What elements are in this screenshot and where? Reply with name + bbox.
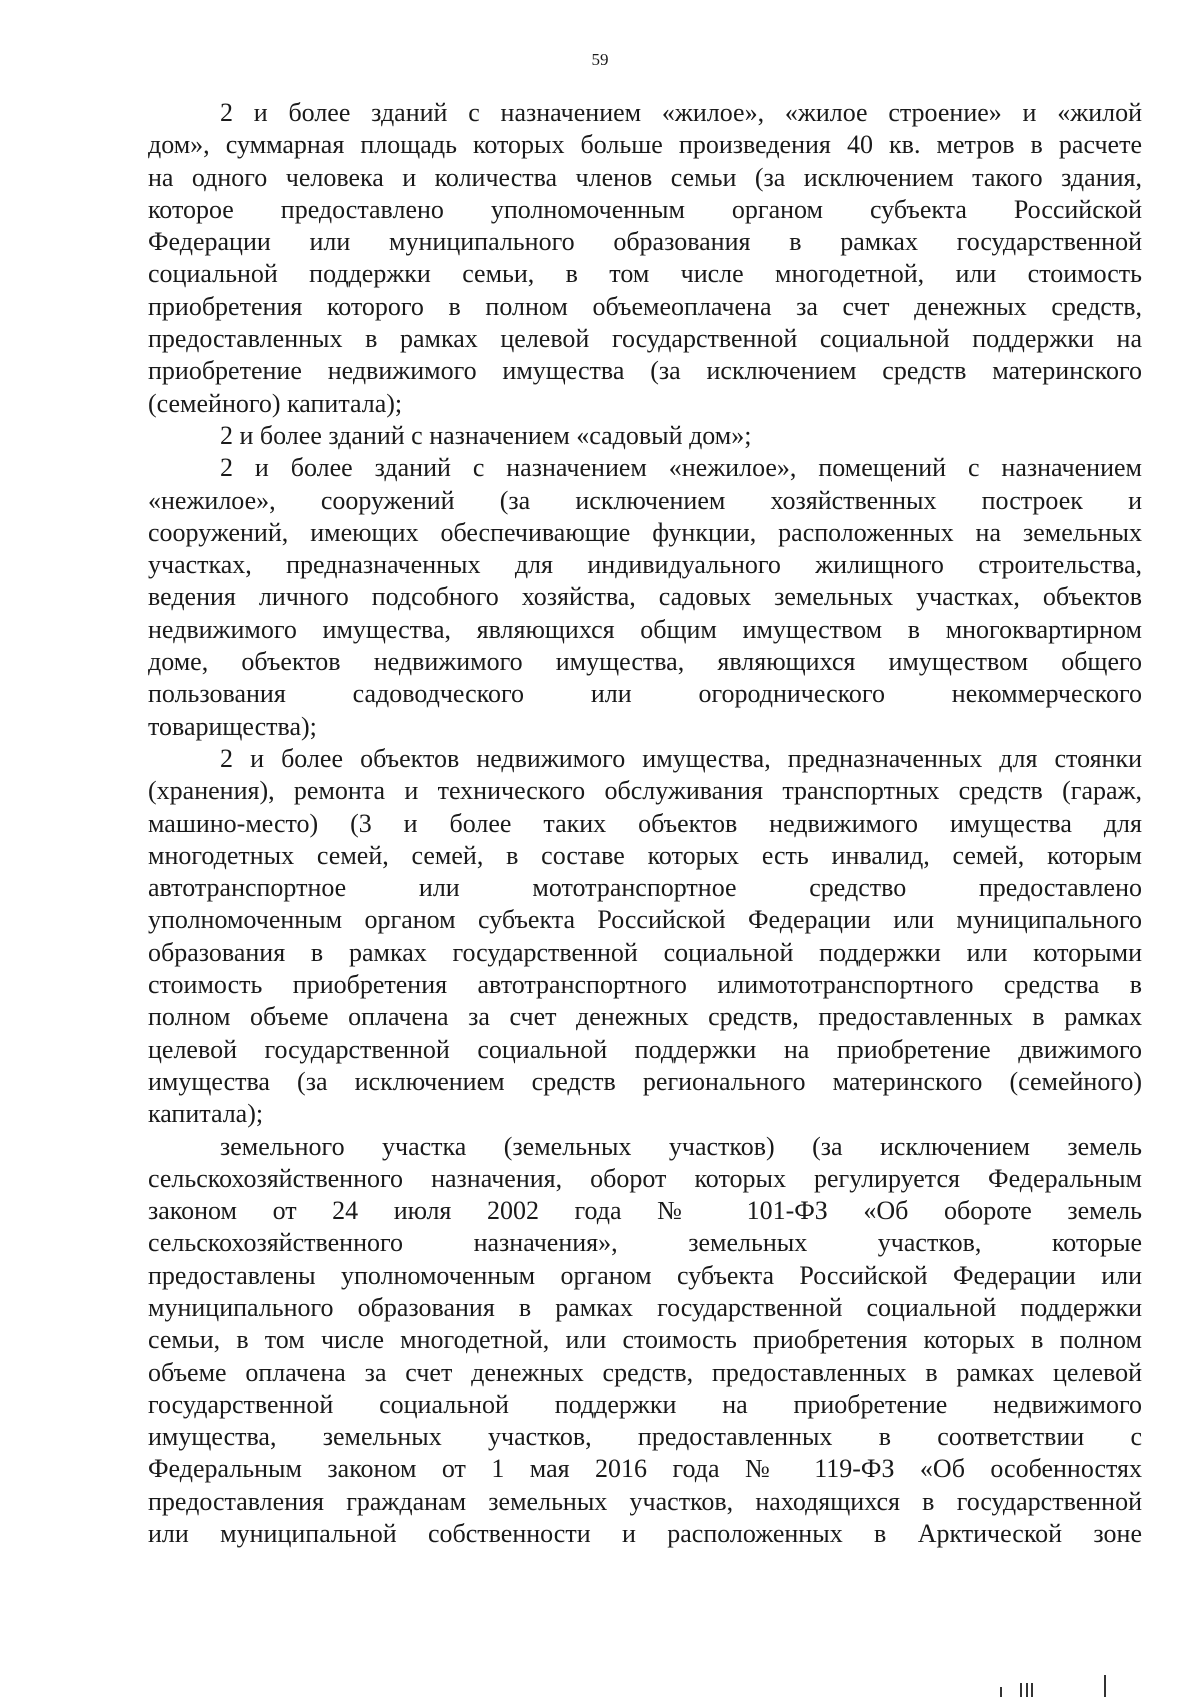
text-line: образования в рамках государственной социальной поддержки или которыми xyxy=(148,937,1142,967)
paragraph xyxy=(148,420,1142,452)
text-line: капитала); xyxy=(148,1099,264,1129)
text-line: предоставления гражданам земельных участков, находящихся в государственной xyxy=(148,1486,1142,1516)
text-line: участках, предназначенных для индивидуального жилищного строительства, xyxy=(148,550,1142,580)
text-line: сооружений, имеющих обеспечивающие функции, расположенных на земельных xyxy=(148,517,1142,547)
text-line: приобретения которого в полном объемеоплачена за счет денежных средств, xyxy=(148,291,1142,321)
text-line: автотранспортное или мототранспортное средство предоставлено xyxy=(148,873,1142,903)
text-line: 2 и более объектов недвижимого имущества, предназначенных для стоянки xyxy=(220,743,1142,773)
text-line: стоимость приобретения автотранспортного илимототранспортного средства в xyxy=(148,970,1142,1000)
text-line: предоставлены уполномоченным органом субъекта Российской Федерации или xyxy=(148,1260,1142,1290)
text-line: муниципального образования в рамках государственной социальной поддержки xyxy=(148,1292,1142,1322)
text-line: 2 и более зданий с назначением «садовый дом»; xyxy=(220,420,752,450)
paragraph xyxy=(148,1131,1142,1551)
text-line: (хранения), ремонта и технического обслуживания транспортных средств (гараж, xyxy=(148,776,1142,806)
text-line: «нежилое», сооружений (за исключением хозяйственных построек и xyxy=(148,485,1142,515)
paragraph xyxy=(148,743,1142,1131)
text-line: имущества (за исключением средств регионального материнского (семейного) xyxy=(148,1066,1142,1096)
text-line: полном объеме оплачена за счет денежных средств, предоставленных в рамках xyxy=(148,1002,1142,1032)
document-body xyxy=(148,97,1142,1550)
paragraph xyxy=(148,452,1142,743)
text-line: сельскохозяйственного назначения, оборот которых регулируется Федеральным xyxy=(148,1163,1142,1193)
text-line: земельного участка (земельных участков) (за исключением земель xyxy=(220,1131,1142,1161)
text-line: имущества, земельных участков, предоставленных в соответствии с xyxy=(148,1422,1142,1452)
text-line: 2 и более зданий с назначением «нежилое», помещений с назначением xyxy=(220,453,1142,483)
text-line: 2 и более зданий с назначением «жилое», «жилое строение» и «жилой xyxy=(220,98,1142,127)
text-line: или муниципальной собственности и расположенных в Арктической зоне xyxy=(148,1519,1142,1549)
text-line: недвижимого имущества, являющихся общим имуществом в многоквартирном xyxy=(148,614,1142,644)
paragraph xyxy=(148,97,1142,420)
text-line: целевой государственной социальной поддержки на приобретение движимого xyxy=(148,1034,1142,1064)
text-line: на одного человека и количества членов семьи (за исключением такого здания, xyxy=(148,162,1142,192)
text-line: доме, объектов недвижимого имущества, являющихся имуществом общего xyxy=(148,647,1142,677)
text-line: (семейного) капитала); xyxy=(148,388,403,418)
text-line: государственной социальной поддержки на приобретение недвижимого xyxy=(148,1389,1142,1419)
text-line: многодетных семей, семей, в составе которых есть инвалид, семей, которым xyxy=(148,840,1142,870)
text-line: социальной поддержки семьи, в том числе многодетной, или стоимость xyxy=(148,259,1142,289)
text-line: Федерации или муниципального образования в рамках государственной xyxy=(148,227,1142,257)
text-line: законом от 24 июля 2002 года № 101-ФЗ «Об обороте земель xyxy=(148,1196,1142,1226)
text-line: объеме оплачена за счет денежных средств, предоставленных в рамках целевой xyxy=(148,1357,1142,1387)
text-line: предоставленных в рамках целевой государственной социальной поддержки на xyxy=(148,324,1142,354)
text-line: пользования садоводческого или огороднического некоммерческого xyxy=(148,679,1142,709)
text-line: приобретение недвижимого имущества (за исключением средств материнского xyxy=(148,356,1142,386)
text-line: семьи, в том числе многодетной, или стоимость приобретения которых в полном xyxy=(148,1325,1142,1355)
text-line: дом», суммарная площадь которых больше произведения 40 кв. метров в расчете xyxy=(148,130,1142,160)
text-line: ведения личного подсобного хозяйства, садовых земельных участках, объектов xyxy=(148,582,1142,612)
scan-edge-marks xyxy=(1000,1671,1110,1697)
text-line: Федеральным законом от 1 мая 2016 года № 119-ФЗ «Об особенностях xyxy=(148,1454,1142,1484)
text-line: уполномоченным органом субъекта Российской Федерации или муниципального xyxy=(148,905,1142,935)
text-line: товарищества); xyxy=(148,711,317,741)
text-line: сельскохозяйственного назначения», земельных участков, которые xyxy=(148,1228,1142,1258)
page-number: 59 xyxy=(591,50,609,69)
text-line: машино-место) (3 и более таких объектов недвижимого имущества для xyxy=(148,808,1142,838)
text-line: которое предоставлено уполномоченным органом субъекта Российской xyxy=(148,194,1142,224)
